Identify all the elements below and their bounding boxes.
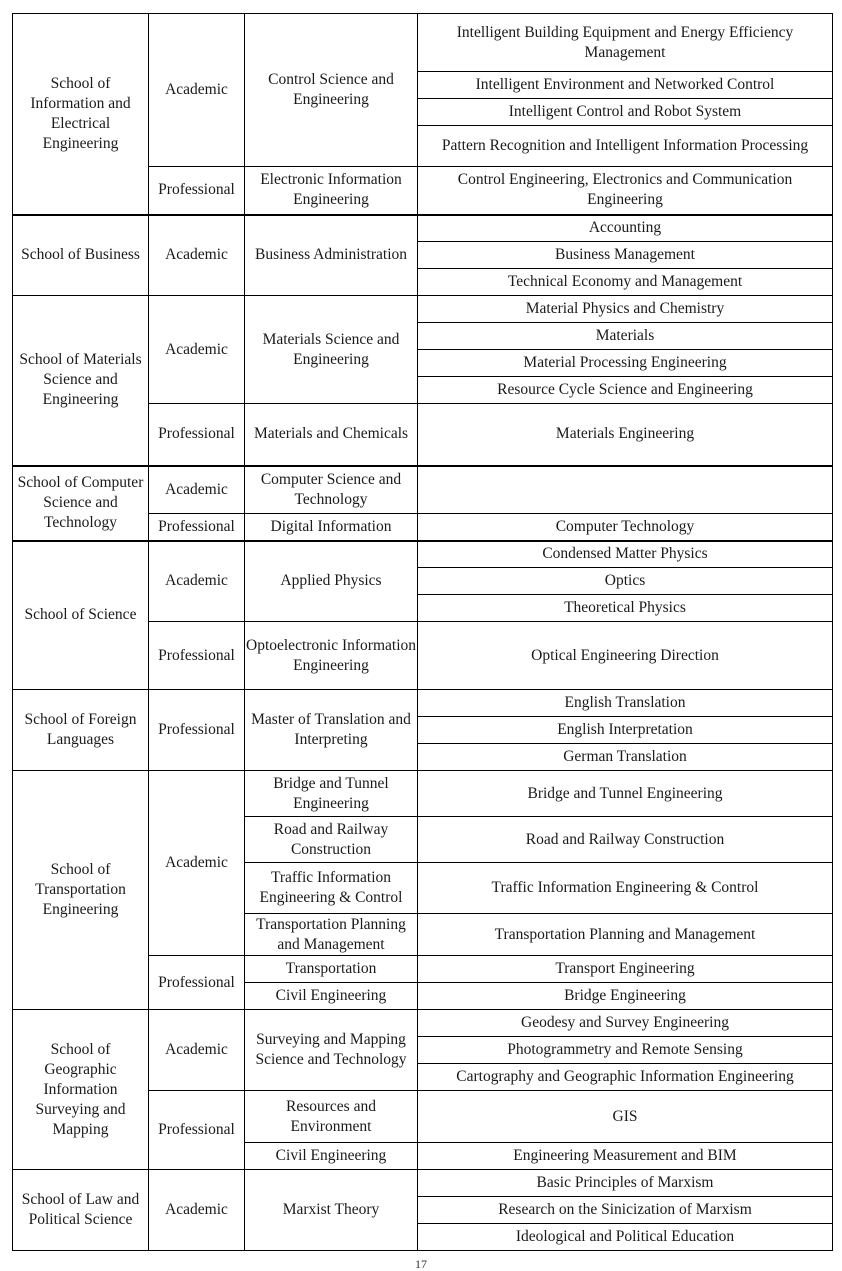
discipline-cell: Materials and Chemicals bbox=[245, 404, 418, 466]
major-cell: Materials bbox=[418, 323, 833, 350]
school-name-cell: School of Materials Science and Engineering bbox=[13, 296, 149, 466]
table-row bbox=[13, 1170, 833, 1197]
discipline-cell: Resources and Environment bbox=[245, 1091, 418, 1143]
table-row bbox=[13, 215, 833, 242]
major-cell: Materials Engineering bbox=[418, 404, 833, 466]
major-cell: Intelligent Control and Robot System bbox=[418, 99, 833, 126]
discipline-cell: Road and Railway Construction bbox=[245, 817, 418, 863]
discipline-cell: Civil Engineering bbox=[245, 1143, 418, 1170]
school-name-cell: School of Geographic Information Surveying and Mapping bbox=[13, 1010, 149, 1170]
major-cell: Bridge and Tunnel Engineering bbox=[418, 771, 833, 817]
discipline-cell: Transportation Planning and Management bbox=[245, 914, 418, 956]
degree-type-cell: Professional bbox=[149, 1091, 245, 1170]
table-row bbox=[13, 1010, 833, 1037]
major-cell: Material Processing Engineering bbox=[418, 350, 833, 377]
page-number: 17 bbox=[415, 1257, 427, 1271]
major-cell: Technical Economy and Management bbox=[418, 269, 833, 296]
table-row bbox=[13, 771, 833, 817]
discipline-cell: Bridge and Tunnel Engineering bbox=[245, 771, 418, 817]
major-cell: Ideological and Political Education bbox=[418, 1224, 833, 1251]
major-cell: Resource Cycle Science and Engineering bbox=[418, 377, 833, 404]
major-cell: Intelligent Environment and Networked Control bbox=[418, 72, 833, 99]
major-cell: Transportation Planning and Management bbox=[418, 914, 833, 956]
table-row bbox=[13, 296, 833, 323]
major-cell: Business Management bbox=[418, 242, 833, 269]
major-cell: German Translation bbox=[418, 744, 833, 771]
major-cell: Road and Railway Construction bbox=[418, 817, 833, 863]
table-row bbox=[13, 541, 833, 568]
discipline-cell: Digital Information bbox=[245, 514, 418, 541]
discipline-cell: Transportation bbox=[245, 956, 418, 983]
table-row bbox=[13, 690, 833, 717]
major-cell: Bridge Engineering bbox=[418, 983, 833, 1010]
discipline-cell: Electronic Information Engineering bbox=[245, 167, 418, 215]
discipline-cell: Business Administration bbox=[245, 215, 418, 296]
major-cell: Transport Engineering bbox=[418, 956, 833, 983]
degree-type-cell: Professional bbox=[149, 167, 245, 215]
major-cell: Theoretical Physics bbox=[418, 595, 833, 622]
school-name-cell: School of Foreign Languages bbox=[13, 690, 149, 771]
discipline-cell: Optoelectronic Information Engineering bbox=[245, 622, 418, 690]
programs-table bbox=[12, 13, 833, 1251]
discipline-cell: Computer Science and Technology bbox=[245, 466, 418, 514]
major-cell: Basic Principles of Marxism bbox=[418, 1170, 833, 1197]
degree-type-cell: Professional bbox=[149, 404, 245, 466]
school-name-cell: School of Computer Science and Technology bbox=[13, 466, 149, 541]
major-cell: Intelligent Building Equipment and Energy Efficiency Management bbox=[418, 14, 833, 72]
major-cell: Optics bbox=[418, 568, 833, 595]
major-cell: Condensed Matter Physics bbox=[418, 541, 833, 568]
major-cell: Photogrammetry and Remote Sensing bbox=[418, 1037, 833, 1064]
discipline-cell: Master of Translation and Interpreting bbox=[245, 690, 418, 771]
degree-type-cell: Academic bbox=[149, 1010, 245, 1091]
discipline-cell: Materials Science and Engineering bbox=[245, 296, 418, 404]
major-cell: Traffic Information Engineering & Control bbox=[418, 863, 833, 914]
degree-type-cell: Professional bbox=[149, 690, 245, 771]
major-cell bbox=[418, 466, 833, 514]
discipline-cell: Applied Physics bbox=[245, 541, 418, 622]
major-cell: GIS bbox=[418, 1091, 833, 1143]
degree-type-cell: Professional bbox=[149, 956, 245, 1010]
school-name-cell: School of Transportation Engineering bbox=[13, 771, 149, 1010]
discipline-cell: Civil Engineering bbox=[245, 983, 418, 1010]
major-cell: Control Engineering, Electronics and Communication Engineering bbox=[418, 167, 833, 215]
major-cell: Optical Engineering Direction bbox=[418, 622, 833, 690]
degree-type-cell: Academic bbox=[149, 1170, 245, 1251]
degree-type-cell: Professional bbox=[149, 514, 245, 541]
major-cell: English Translation bbox=[418, 690, 833, 717]
degree-type-cell: Academic bbox=[149, 771, 245, 956]
major-cell: English Interpretation bbox=[418, 717, 833, 744]
school-name-cell: School of Science bbox=[13, 541, 149, 690]
degree-type-cell: Academic bbox=[149, 215, 245, 296]
major-cell: Cartography and Geographic Information Engineering bbox=[418, 1064, 833, 1091]
school-name-cell: School of Business bbox=[13, 215, 149, 296]
table-row bbox=[13, 14, 833, 72]
degree-type-cell: Academic bbox=[149, 541, 245, 622]
major-cell: Research on the Sinicization of Marxism bbox=[418, 1197, 833, 1224]
major-cell: Pattern Recognition and Intelligent Information Processing bbox=[418, 126, 833, 167]
discipline-cell: Surveying and Mapping Science and Technology bbox=[245, 1010, 418, 1091]
discipline-cell: Control Science and Engineering bbox=[245, 14, 418, 167]
degree-type-cell: Professional bbox=[149, 622, 245, 690]
degree-type-cell: Academic bbox=[149, 296, 245, 404]
degree-type-cell: Academic bbox=[149, 14, 245, 167]
major-cell: Accounting bbox=[418, 215, 833, 242]
discipline-cell: Traffic Information Engineering & Control bbox=[245, 863, 418, 914]
major-cell: Material Physics and Chemistry bbox=[418, 296, 833, 323]
discipline-cell: Marxist Theory bbox=[245, 1170, 418, 1251]
major-cell: Engineering Measurement and BIM bbox=[418, 1143, 833, 1170]
school-name-cell: School of Information and Electrical Engineering bbox=[13, 14, 149, 215]
major-cell: Computer Technology bbox=[418, 514, 833, 541]
major-cell: Geodesy and Survey Engineering bbox=[418, 1010, 833, 1037]
table-row bbox=[13, 466, 833, 514]
degree-type-cell: Academic bbox=[149, 466, 245, 514]
school-name-cell: School of Law and Political Science bbox=[13, 1170, 149, 1251]
